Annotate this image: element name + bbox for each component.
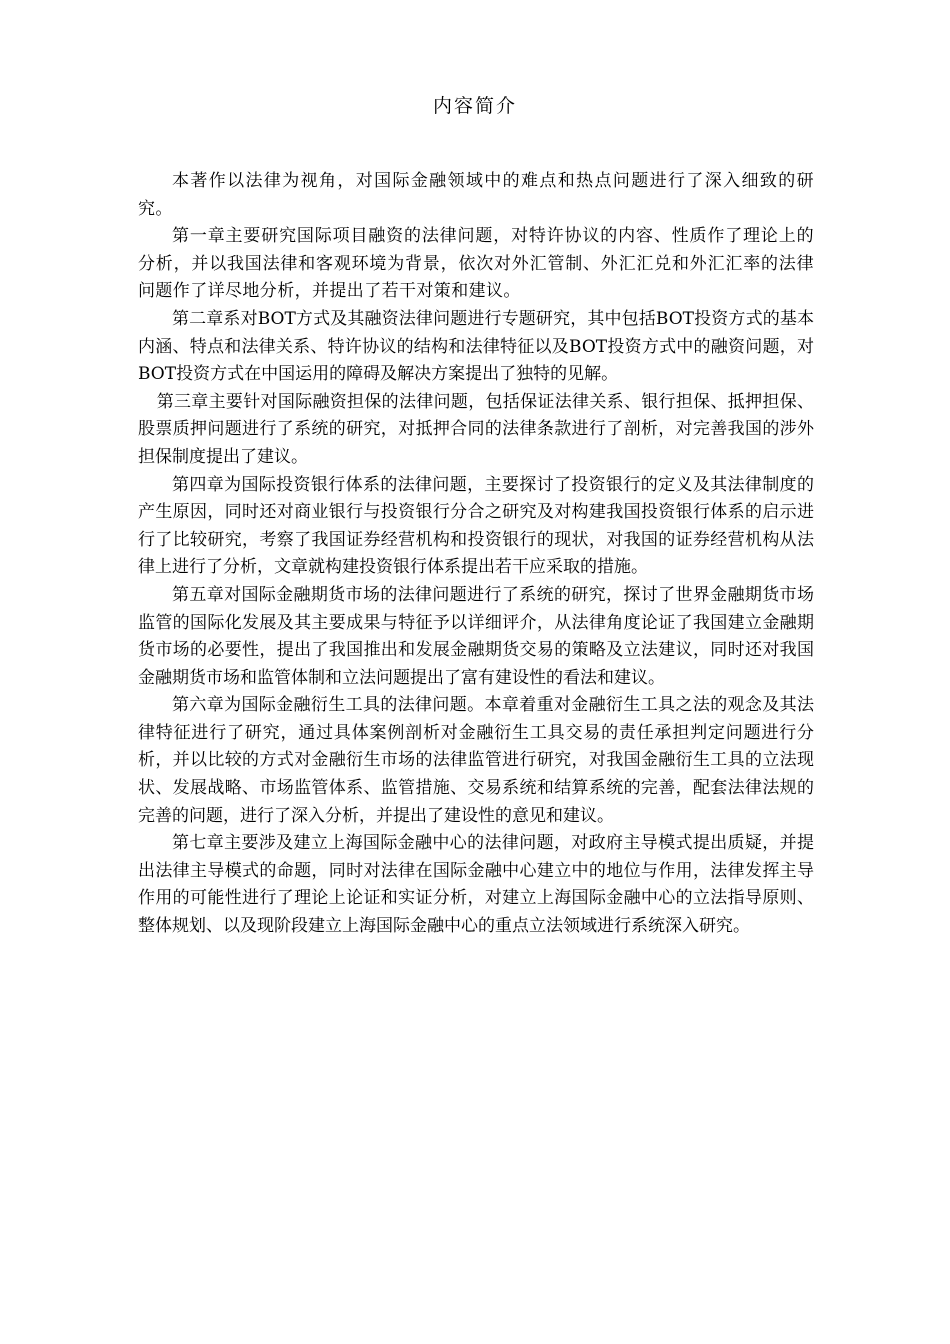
page-title: 内容简介 (432, 95, 517, 117)
chapter-3-summary: 第三章主要针对国际融资担保的法律问题，包括保证法律关系、银行担保、抵押担保、股票质押问题进行了系统的研究，对抵押合同的法律条款进行了剖析，对完善我国的涉外担保制度提出了建议。 (138, 391, 814, 467)
chapter-5-summary: 第五章对国际金融期货市场的法律问题进行了系统的研究，探讨了世界金融期货市场监管的国际化发展及其主要成果与特征予以详细评介，从法律角度论证了我国建立金融期货市场的必要性，提出了我国推出和发展金融期货交易的策略及立法建议，同时还对我国金融期货市场和监管体制和立法问题提出了富有建设性的看法和建议。 (138, 584, 814, 688)
intro-paragraph: 本著作以法律为视角，对国际金融领域中的难点和热点问题进行了深入细致的研究。 (138, 171, 814, 219)
chapter-1-summary: 第一章主要研究国际项目融资的法律问题，对特许协议的内容、性质作了理论上的分析，并以我国法律和客观环境为背景，依次对外汇管制、外汇汇兑和外汇汇率的法律问题作了详尽地分析，并提出了若干对策和建议。 (138, 226, 814, 302)
chapter-7-summary: 第七章主要涉及建立上海国际金融中心的法律问题，对政府主导模式提出质疑，并提出法律主导模式的命题，同时对法律在国际金融中心建立中的地位与作用，法律发挥主导作用的可能性进行了理论上论证和实证分析，对建立上海国际金融中心的立法指导原则、整体规划、以及现阶段建立上海国际金融中心的重点立法领域进行系统深入研究。 (138, 833, 814, 937)
chapter-4-summary: 第四章为国际投资银行体系的法律问题，主要探讨了投资银行的定义及其法律制度的产生原因，同时还对商业银行与投资银行分合之研究及对构建我国投资银行体系的启示进行了比较研究，考察了我国证券经营机构和投资银行的现状，对我国的证券经营机构从法律上进行了分析，文章就构建投资银行体系提出若干应采取的措施。 (138, 474, 814, 578)
chapter-6-summary: 第六章为国际金融衍生工具的法律问题。本章着重对金融衍生工具之法的观念及其法律特征进行了研究，通过具体案例剖析对金融衍生工具交易的责任承担判定问题进行分析，并以比较的方式对金融衍生市场的法律监管进行研究，对我国金融衍生工具的立法现状、发展战略、市场监管体系、监管措施、交易系统和结算系统的完善，配套法律法规的完善的问题，进行了深入分析，并提出了建设性的意见和建议。 (138, 695, 814, 826)
chapter-2-summary: 第二章系对BOT方式及其融资法律问题进行专题研究，其中包括BOT投资方式的基本内涵、特点和法律关系、特许协议的结构和法律特征以及BOT投资方式中的融资问题，对BOT投资方式在中国运用的障碍及解决方案提出了独特的见解。 (138, 308, 814, 385)
document-body (138, 168, 814, 941)
